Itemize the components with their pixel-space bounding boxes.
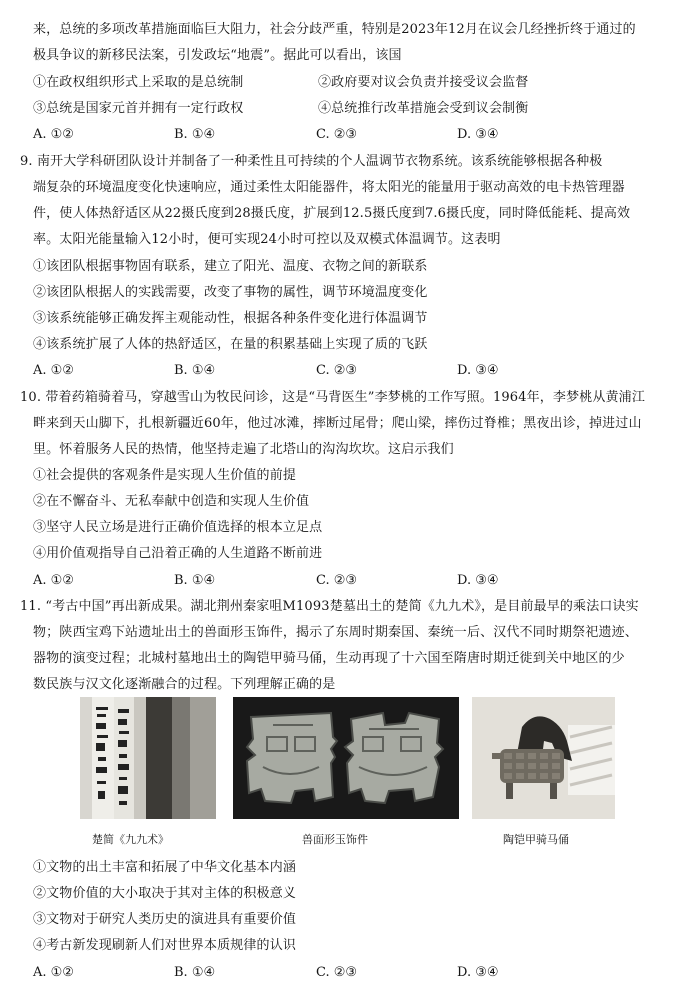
q9-stem-line-1: 9. 南开大学科研团队设计并制备了一种柔性且可持续的个人温调节衣物系统。该系统能够根据各种极 <box>20 154 603 169</box>
q8-option-a[interactable]: A. ①② <box>33 127 74 142</box>
q11-option-d[interactable]: D. ③④ <box>457 965 499 980</box>
q11-stem-line-1: 11. “考古中国”再出新成果。湖北荆州秦家咀M1093楚墓出土的楚简《九九术》，是目前最早的乘法口诀实 <box>20 599 639 614</box>
q10-stem-line-2: 畔来到天山脚下，扎根新疆近60年，他过冰滩，摔断过尾骨；爬山梁，摔伤过脊椎；黑夜出诊，掉进过山 <box>33 416 642 431</box>
q11-statement-3: ③文物对于研究人类历史的演进具有重要价值 <box>33 912 297 927</box>
q10-stem-line-1: 10. 带着药箱骑着马，穿越雪山为牧民问诊，这是“马背医生”李梦桃的工作写照。1964年，李梦桃从黄浦江 <box>20 390 645 405</box>
caption-pottery-horse: 陶铠甲骑马俑 <box>503 833 569 846</box>
q9-statement-4: ④该系统扩展了人体的热舒适区，在量的积累基础上实现了质的飞跃 <box>33 337 428 352</box>
q11-statement-1: ①文物的出土丰富和拓展了中华文化基本内涵 <box>33 860 297 875</box>
q9-option-c[interactable]: C. ②③ <box>316 363 358 378</box>
q11-stem-line-2: 物；陕西宝鸡下站遗址出土的兽面形玉饰件，揭示了东周时期秦国、秦统一后、汉代不同时期祭祀遗迹、 <box>33 625 638 640</box>
q8-stem-line-2: 极具争议的新移民法案，引发政坛“地震”。据此可以看出，该国 <box>33 48 402 63</box>
q10-option-d[interactable]: D. ③④ <box>457 573 499 588</box>
q11-statement-4: ④考古新发现刷新人们对世界本质规律的认识 <box>33 938 297 953</box>
q10-statement-4: ④用价值观指导自己沿着正确的人生道路不断前进 <box>33 546 323 561</box>
q9-stem-line-2: 端复杂的环境温度变化快速响应，通过柔性太阳能器件，将太阳光的能量用于驱动高效的电卡热管理器 <box>33 180 625 195</box>
q8-stem-line-1: 来，总统的多项改革措施面临巨大阻力，社会分歧严重，特别是2023年12月在议会几经挫折终于通过的 <box>33 22 636 37</box>
q9-stem-line-3: 件，使人体热舒适区从22摄氏度到28摄氏度，扩展到12.5摄氏度到7.6摄氏度，同时降低能耗、提高效 <box>33 206 631 221</box>
q11-option-c[interactable]: C. ②③ <box>316 965 358 980</box>
pottery-horse-image <box>472 697 615 819</box>
q8-option-b[interactable]: B. ①④ <box>174 127 216 142</box>
q9-statement-1: ①该团队根据事物固有联系，建立了阳光、温度、衣物之间的新联系 <box>33 259 428 274</box>
q9-statement-2: ②该团队根据人的实践需要，改变了事物的属性，调节环境温度变化 <box>33 285 428 300</box>
q8-statement-3: ③总统是国家元首并拥有一定行政权 <box>33 101 244 116</box>
jade-ornament-image <box>233 697 459 819</box>
q11-stem-line-3: 器物的演变过程；北城村墓地出土的陶铠甲骑马俑，生动再现了十六国至隋唐时期迁徙到关中地区的少 <box>33 651 625 666</box>
q10-option-a[interactable]: A. ①② <box>33 573 74 588</box>
q10-option-c[interactable]: C. ②③ <box>316 573 358 588</box>
q8-statement-2: ②政府要对议会负责并接受议会监督 <box>318 75 529 90</box>
q10-statement-2: ②在不懈奋斗、无私奉献中创造和实现人生价值 <box>33 494 310 509</box>
q9-stem-line-4: 率。太阳光能量输入12小时，便可实现24小时可控以及双模式体温调节。这表明 <box>33 232 501 247</box>
q8-option-d[interactable]: D. ③④ <box>457 127 499 142</box>
q10-statement-3: ③坚守人民立场是进行正确价值选择的根本立足点 <box>33 520 323 535</box>
caption-jade-ornament: 兽面形玉饰件 <box>302 833 368 846</box>
q10-stem-line-3: 里。怀着服务人民的热情，他坚持走遍了北塔山的沟沟坎坎。这启示我们 <box>33 442 454 457</box>
q9-option-b[interactable]: B. ①④ <box>174 363 216 378</box>
caption-bamboo-slip: 楚简《九九术》 <box>92 833 169 846</box>
bamboo-slip-image <box>80 697 216 819</box>
q9-statement-3: ③该系统能够正确发挥主观能动性，根据各种条件变化进行体温调节 <box>33 311 428 326</box>
q10-option-b[interactable]: B. ①④ <box>174 573 216 588</box>
q8-option-c[interactable]: C. ②③ <box>316 127 358 142</box>
q11-statement-2: ②文物价值的大小取决于其对主体的积极意义 <box>33 886 297 901</box>
q11-option-b[interactable]: B. ①④ <box>174 965 216 980</box>
q10-statement-1: ①社会提供的客观条件是实现人生价值的前提 <box>33 468 297 483</box>
q8-statement-4: ④总统推行改革措施会受到议会制衡 <box>318 101 529 116</box>
q9-option-a[interactable]: A. ①② <box>33 363 74 378</box>
q9-option-d[interactable]: D. ③④ <box>457 363 499 378</box>
q11-option-a[interactable]: A. ①② <box>33 965 74 980</box>
q11-stem-line-4: 数民族与汉文化逐渐融合的过程。下列理解正确的是 <box>33 677 336 692</box>
q8-statement-1: ①在政权组织形式上采取的是总统制 <box>33 75 244 90</box>
